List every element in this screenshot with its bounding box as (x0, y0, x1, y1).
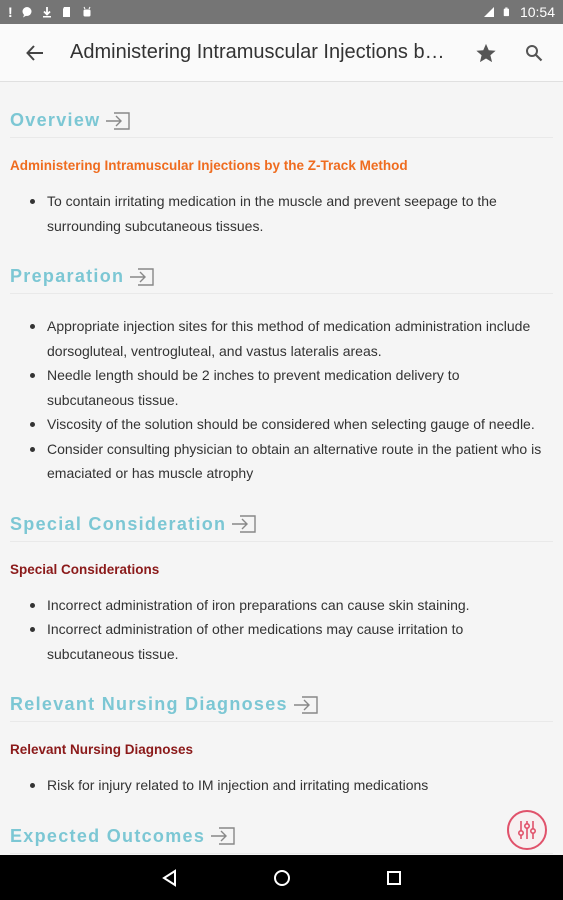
list-item: Incorrect administration of other medications may cause irritation to subcutaneous tissue. (10, 617, 553, 666)
section-header-preparation[interactable] (10, 266, 553, 294)
status-system (483, 4, 555, 20)
section-header-special-consideration[interactable] (10, 514, 553, 542)
list-item: Viscosity of the solution should be considered when selecting gauge of needle. (10, 412, 553, 437)
nav-recents-button[interactable] (382, 866, 406, 890)
article-content[interactable] (0, 82, 563, 855)
list-item: To contain irritating medication in the muscle and prevent seepage to the surrounding subcutaneous tissues. (10, 189, 553, 238)
bullet-list (10, 314, 553, 486)
list-item: Consider consulting physician to obtain an alternative route in the patient who is emaciated or has muscle atrophy (10, 437, 553, 486)
jump-to-icon[interactable] (128, 267, 156, 287)
jump-to-icon[interactable] (209, 826, 237, 846)
section-header-overview[interactable] (10, 110, 553, 138)
nav-home-button[interactable] (270, 866, 294, 890)
square-recents-icon (386, 870, 402, 886)
section-header-nursing-diagnoses[interactable] (10, 694, 553, 722)
status-bar (0, 0, 563, 24)
section-subheading: Relevant Nursing Diagnoses (10, 742, 194, 757)
clock: 10:54 (519, 4, 555, 20)
signal-icon (483, 6, 495, 18)
chat-icon (21, 6, 33, 18)
star-icon (475, 42, 497, 64)
app-bar (0, 24, 563, 82)
section-header-expected-outcomes[interactable] (10, 826, 553, 854)
bullet-list (10, 189, 553, 238)
jump-to-icon[interactable] (104, 111, 132, 131)
bullet-list (10, 773, 553, 798)
search-button[interactable] (521, 40, 547, 66)
nav-back-button[interactable] (158, 866, 182, 890)
section-title: Overview (10, 110, 101, 130)
section-title: Preparation (10, 266, 125, 286)
arrow-back-icon (26, 44, 44, 62)
app-bar-actions (473, 40, 547, 66)
list-item: Incorrect administration of iron preparations can cause skin staining. (10, 593, 553, 618)
triangle-back-icon (161, 869, 179, 887)
bullet-list (10, 593, 553, 667)
android-icon (81, 6, 93, 18)
jump-to-icon[interactable] (230, 514, 258, 534)
sliders-icon (515, 818, 539, 842)
sd-card-icon (61, 6, 73, 18)
status-notifications (8, 4, 93, 20)
back-button[interactable] (20, 38, 50, 68)
system-nav-bar (0, 855, 563, 900)
battery-icon (503, 6, 512, 18)
section-title: Expected Outcomes (10, 825, 206, 846)
list-item: Appropriate injection sites for this method of medication administration include dorsogluteal, ventrogluteal, and vastus lateralis areas. (10, 314, 553, 363)
page-title: Administering Intramuscular Injections b… (70, 41, 445, 63)
search-icon (525, 44, 543, 62)
list-item: Needle length should be 2 inches to prevent medication delivery to subcutaneous tissue. (10, 363, 553, 412)
section-title: Relevant Nursing Diagnoses (10, 694, 288, 714)
section-title: Special Consideration (10, 513, 227, 534)
section-subheading: Special Considerations (10, 561, 160, 577)
list-item: Risk for injury related to IM injection and irritating medications (10, 773, 553, 798)
jump-to-icon[interactable] (292, 695, 320, 715)
download-icon (41, 6, 53, 18)
settings-fab[interactable] (507, 810, 547, 850)
section-subheading: Administering Intramuscular Injections by the Z-Track Method (10, 158, 408, 173)
favorite-button[interactable] (473, 40, 499, 66)
alert-icon: ! (8, 4, 13, 20)
circle-home-icon (272, 868, 292, 888)
